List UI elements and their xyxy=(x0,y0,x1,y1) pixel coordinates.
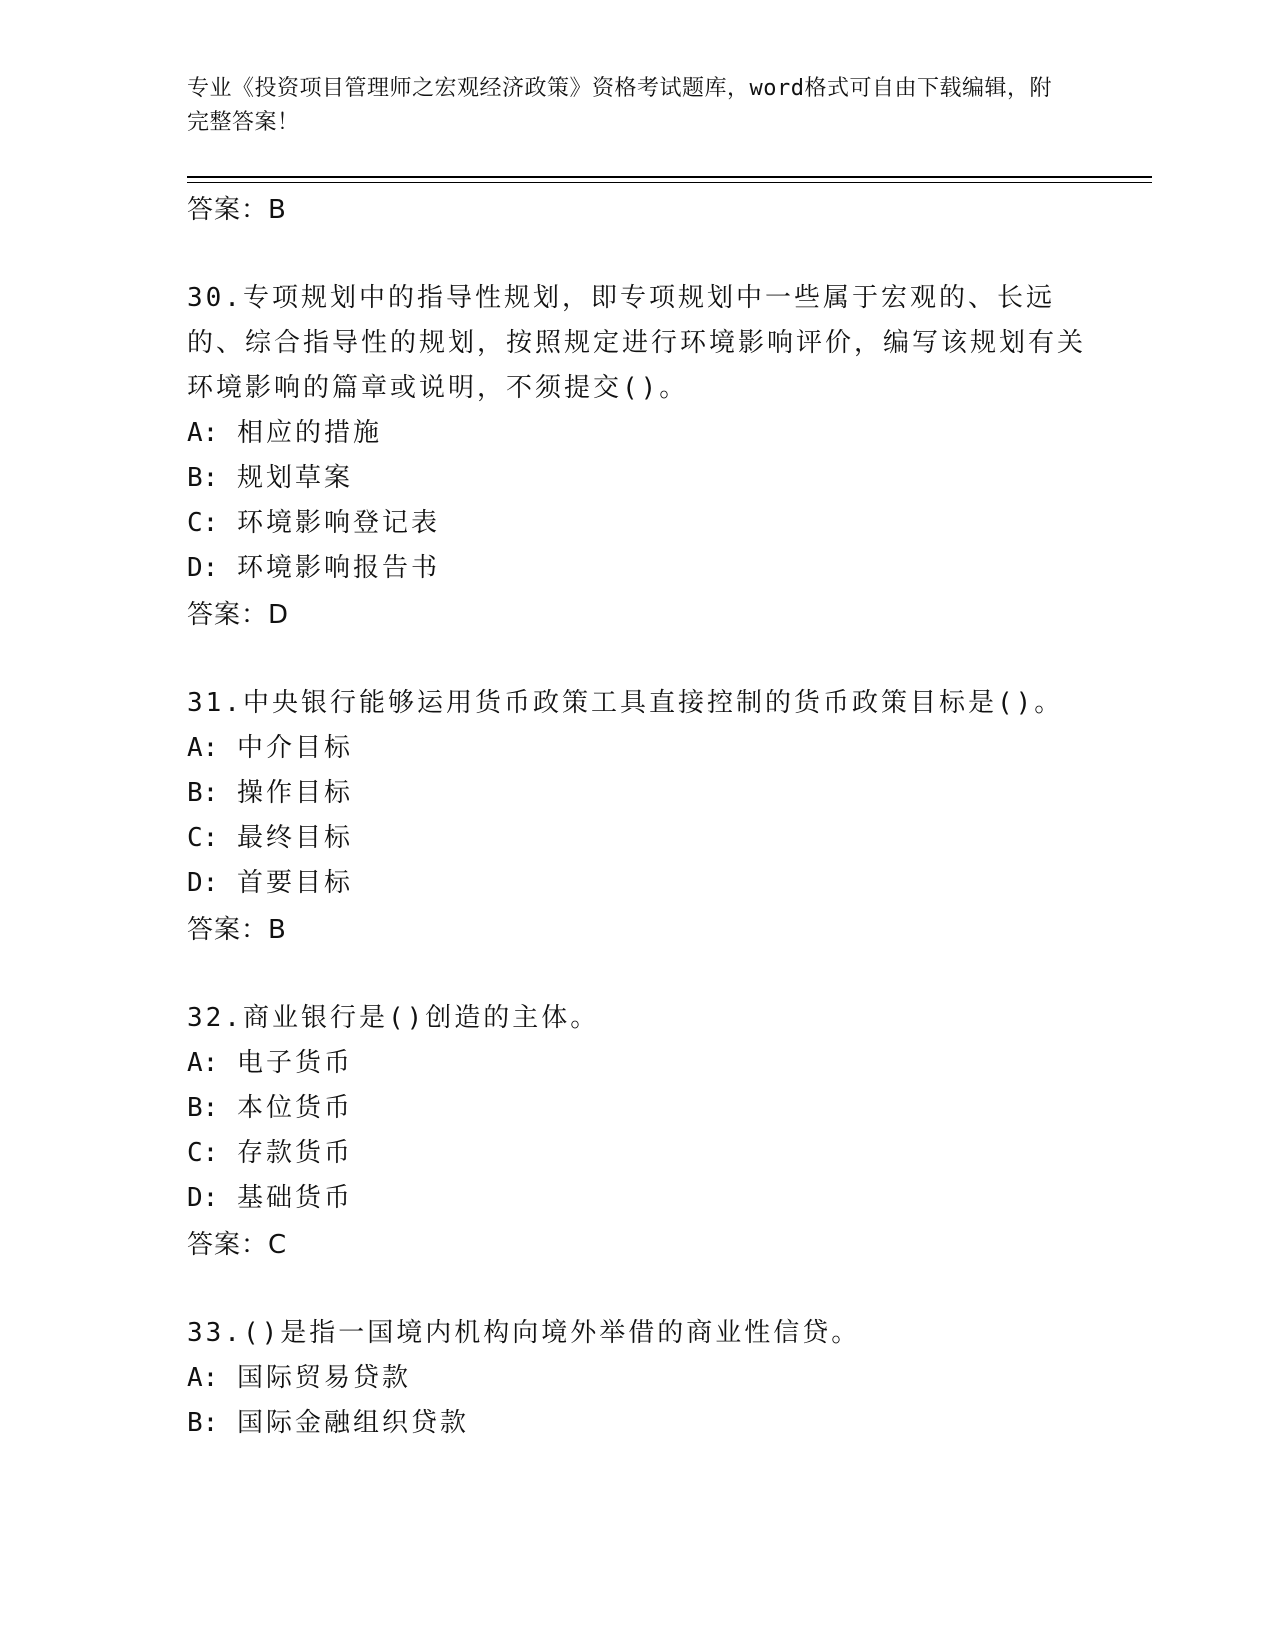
question-block xyxy=(187,1311,1087,1446)
option-text: 电子货币 xyxy=(236,1048,353,1078)
option-letter: D: xyxy=(187,1183,219,1213)
option-letter: A: xyxy=(187,1363,219,1393)
option-letter: B: xyxy=(187,1408,219,1438)
question-text: 31.中央银行能够运用货币政策工具直接控制的货币政策目标是()。 xyxy=(187,688,1064,718)
option-b xyxy=(187,456,1087,501)
option-text: 环境影响报告书 xyxy=(236,553,440,583)
option-letter: A: xyxy=(187,1048,219,1078)
option-b xyxy=(187,1086,1087,1131)
option-text: 相应的措施 xyxy=(236,418,382,448)
option-text: 首要目标 xyxy=(236,868,353,898)
option-a xyxy=(187,411,1087,456)
option-c xyxy=(187,1131,1087,1176)
option-c xyxy=(187,501,1087,546)
answer-line: 答案：C xyxy=(187,1230,288,1260)
option-letter: B: xyxy=(187,1093,219,1123)
option-text: 国际金融组织贷款 xyxy=(236,1408,469,1438)
option-text: 规划草案 xyxy=(236,463,353,493)
option-c xyxy=(187,816,1087,861)
question-block xyxy=(187,681,1087,954)
option-d xyxy=(187,546,1087,591)
option-letter: B: xyxy=(187,463,219,493)
answer-line: 答案：B xyxy=(187,195,287,225)
option-letter: C: xyxy=(187,1138,219,1168)
option-text: 基础货币 xyxy=(236,1183,353,1213)
question-text: 33.()是指一国境内机构向境外举借的商业性信贷。 xyxy=(187,1318,861,1348)
option-b xyxy=(187,1401,1087,1446)
option-d xyxy=(187,861,1087,906)
option-text: 操作目标 xyxy=(236,778,353,808)
option-letter: B: xyxy=(187,778,219,808)
answer-line: 答案：B xyxy=(187,915,287,945)
option-d xyxy=(187,1176,1087,1221)
option-text: 中介目标 xyxy=(236,733,353,763)
option-text: 存款货币 xyxy=(236,1138,353,1168)
answer-line: 答案：D xyxy=(187,600,290,630)
option-a xyxy=(187,1041,1087,1086)
question-text: 32.商业银行是()创造的主体。 xyxy=(187,1003,600,1033)
option-text: 本位货币 xyxy=(236,1093,353,1123)
option-letter: C: xyxy=(187,823,219,853)
option-a xyxy=(187,1356,1087,1401)
header-divider-thick xyxy=(187,176,1152,178)
option-letter: A: xyxy=(187,733,219,763)
question-list xyxy=(187,186,1087,1446)
question-block xyxy=(187,276,1087,639)
option-letter: C: xyxy=(187,508,219,538)
option-text: 最终目标 xyxy=(236,823,353,853)
option-letter: D: xyxy=(187,553,219,583)
header-divider-thin xyxy=(187,182,1152,183)
option-text: 国际贸易贷款 xyxy=(236,1363,411,1393)
option-b xyxy=(187,771,1087,816)
option-letter: D: xyxy=(187,868,219,898)
document-header: 专业《投资项目管理师之宏观经济政策》资格考试题库，word格式可自由下载编辑，附完整答案！ xyxy=(187,76,1052,135)
option-a xyxy=(187,726,1087,771)
question-text: 30.专项规划中的指导性规划，即专项规划中一些属于宏观的、长远的、综合指导性的规划，按照规定进行环境影响评价，编写该规划有关环境影响的篇章或说明，不须提交()。 xyxy=(187,283,1087,403)
option-letter: A: xyxy=(187,418,219,448)
option-text: 环境影响登记表 xyxy=(236,508,440,538)
question-block xyxy=(187,996,1087,1269)
